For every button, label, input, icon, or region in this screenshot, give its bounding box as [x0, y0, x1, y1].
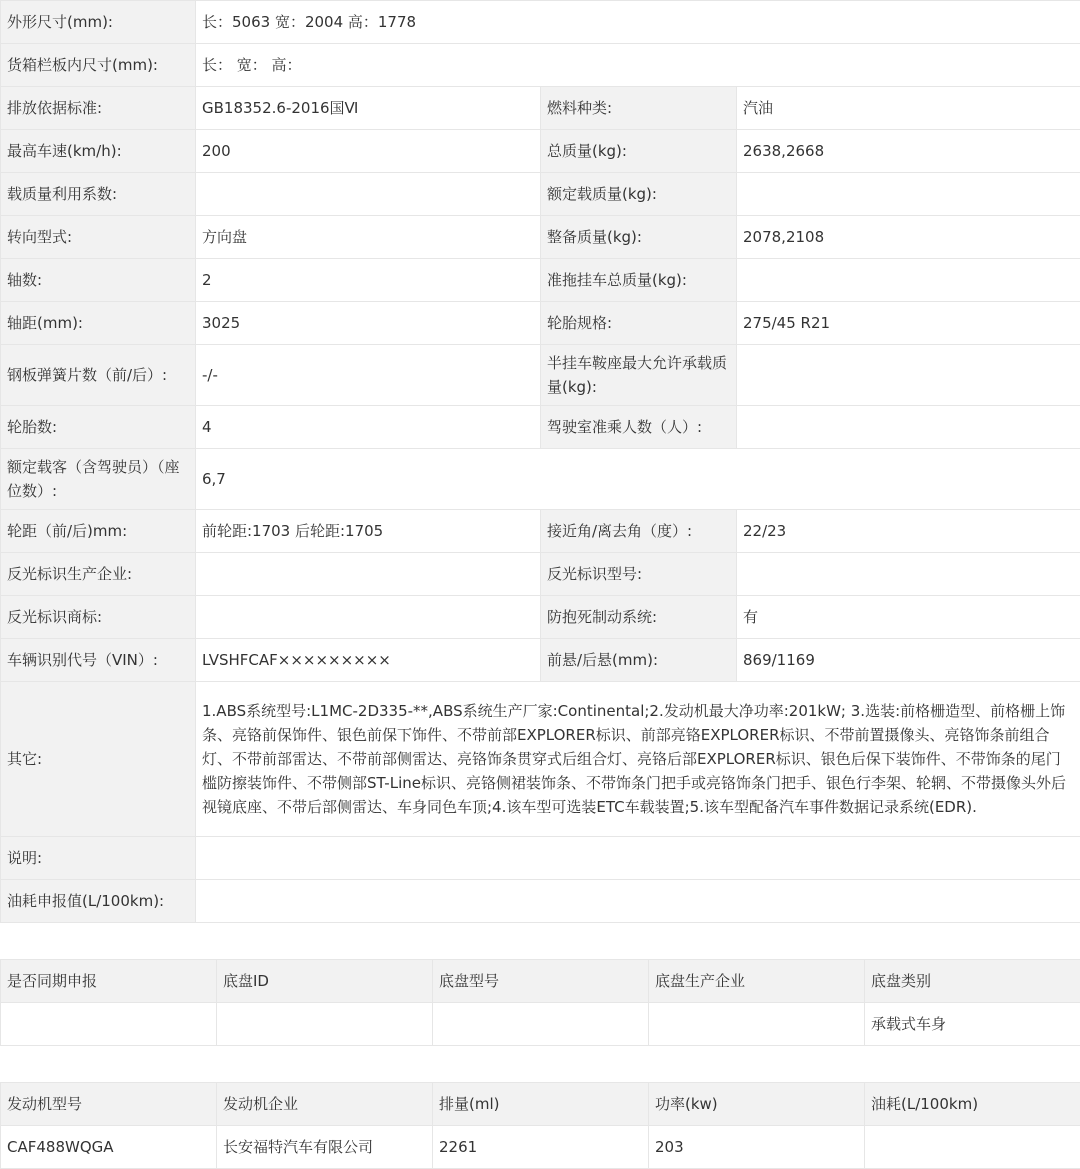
reflect-model-value [737, 553, 1080, 596]
dims-label: 外形尺寸(mm): [1, 1, 196, 44]
engine-header-row [1, 1083, 1080, 1126]
chassis-header-type: 底盘类别 [865, 960, 1080, 1003]
steering-value: 方向盘 [196, 216, 541, 259]
other-label: 其它: [1, 682, 196, 837]
spec-row-dims [1, 1, 1080, 44]
chassis-header-maker: 底盘生产企业 [649, 960, 865, 1003]
reflect-maker-label: 反光标识生产企业: [1, 553, 196, 596]
vin-label: 车辆识别代号（VIN）: [1, 639, 196, 682]
chassis-table [0, 959, 1080, 1046]
seats-label: 额定载客（含驾驶员）（座位数）: [1, 449, 196, 510]
curb-mass-label: 整备质量(kg): [541, 216, 737, 259]
cab-label: 驾驶室准乘人数（人）: [541, 406, 737, 449]
angle-label: 接近角/离去角（度）: [541, 510, 737, 553]
section-gap [0, 923, 1080, 959]
axles-label: 轴数: [1, 259, 196, 302]
section-gap [0, 1046, 1080, 1082]
spec-row-speed [1, 130, 1080, 173]
spec-row-emission [1, 87, 1080, 130]
reflect-brand-label: 反光标识商标: [1, 596, 196, 639]
speed-value: 200 [196, 130, 541, 173]
engine-header-maker: 发动机企业 [217, 1083, 433, 1126]
engine-header-displacement: 排量(ml) [433, 1083, 649, 1126]
rated-load-value [737, 173, 1080, 216]
engine-table [0, 1082, 1080, 1169]
engine-maker-value: 长安福特汽车有限公司 [217, 1126, 433, 1169]
tires-value: 4 [196, 406, 541, 449]
track-label: 轮距（前/后)mm: [1, 510, 196, 553]
tire-spec-value: 275/45 R21 [737, 302, 1080, 345]
abs-label: 防抱死制动系统: [541, 596, 737, 639]
reflect-brand-value [196, 596, 541, 639]
abs-value: 有 [737, 596, 1080, 639]
overhang-value: 869/1169 [737, 639, 1080, 682]
saddle-label: 半挂车鞍座最大允许承载质量(kg): [541, 345, 737, 406]
spec-row-note [1, 837, 1080, 880]
spec-row-reflect-maker [1, 553, 1080, 596]
dims-value: 长：5063 宽：2004 高：1778 [196, 1, 1080, 44]
note-value [196, 837, 1080, 880]
angle-value: 22/23 [737, 510, 1080, 553]
spec-row-reflect-brand [1, 596, 1080, 639]
gross-mass-value: 2638,2668 [737, 130, 1080, 173]
emission-value: GB18352.6-2016国Ⅵ [196, 87, 541, 130]
spec-row-wheelbase [1, 302, 1080, 345]
tire-spec-label: 轮胎规格: [541, 302, 737, 345]
fuel-cons-value [196, 880, 1080, 923]
chassis-header-id: 底盘ID [217, 960, 433, 1003]
engine-fuel-consumption-value [865, 1126, 1080, 1169]
spec-row-fuel-cons [1, 880, 1080, 923]
reflect-maker-value [196, 553, 541, 596]
chassis-header-model: 底盘型号 [433, 960, 649, 1003]
spec-row-spring [1, 345, 1080, 406]
overhang-label: 前悬/后悬(mm): [541, 639, 737, 682]
spec-row-other [1, 682, 1080, 837]
tires-label: 轮胎数: [1, 406, 196, 449]
cargo-value: 长： 宽： 高： [196, 44, 1080, 87]
cab-value [737, 406, 1080, 449]
curb-mass-value: 2078,2108 [737, 216, 1080, 259]
chassis-maker-value [649, 1003, 865, 1046]
wheelbase-value: 3025 [196, 302, 541, 345]
spec-row-vin [1, 639, 1080, 682]
trailer-value [737, 259, 1080, 302]
engine-displacement-value: 2261 [433, 1126, 649, 1169]
wheelbase-label: 轴距(mm): [1, 302, 196, 345]
gross-mass-label: 总质量(kg): [541, 130, 737, 173]
spring-value: -/- [196, 345, 541, 406]
engine-header-model: 发动机型号 [1, 1083, 217, 1126]
chassis-id-value [217, 1003, 433, 1046]
fuel-label: 燃料种类: [541, 87, 737, 130]
fuel-cons-label: 油耗申报值(L/100km): [1, 880, 196, 923]
axles-value: 2 [196, 259, 541, 302]
chassis-sync-value [1, 1003, 217, 1046]
spec-row-axles [1, 259, 1080, 302]
engine-model-value: CAF488WQGA [1, 1126, 217, 1169]
chassis-data-row [1, 1003, 1080, 1046]
vin-value: LVSHFCAF××××××××× [196, 639, 541, 682]
reflect-model-label: 反光标识型号: [541, 553, 737, 596]
note-label: 说明: [1, 837, 196, 880]
chassis-header-row [1, 960, 1080, 1003]
engine-data-row [1, 1126, 1080, 1169]
engine-header-power: 功率(kw) [649, 1083, 865, 1126]
spec-row-tires [1, 406, 1080, 449]
chassis-type-value: 承载式车身 [865, 1003, 1080, 1046]
trailer-label: 准拖挂车总质量(kg): [541, 259, 737, 302]
fuel-value: 汽油 [737, 87, 1080, 130]
spec-row-load-coef [1, 173, 1080, 216]
chassis-header-sync: 是否同期申报 [1, 960, 217, 1003]
chassis-model-value [433, 1003, 649, 1046]
emission-label: 排放依据标准: [1, 87, 196, 130]
cargo-label: 货箱栏板内尺寸(mm): [1, 44, 196, 87]
engine-header-fuel-consumption: 油耗(L/100km) [865, 1083, 1080, 1126]
engine-power-value: 203 [649, 1126, 865, 1169]
spec-row-track [1, 510, 1080, 553]
saddle-value [737, 345, 1080, 406]
spec-row-steering [1, 216, 1080, 259]
other-value: 1.ABS系统型号:L1MC-2D335-**,ABS系统生产厂家:Continental;2.发动机最大净功率:201kW; 3.选装:前格栅造型、前格栅上饰条、亮铬前保饰件、银色前保下饰件、不带前部EXPLORER标识、前部亮铬EXPLORER标识、不带前置摄像头、亮铬饰条前组合灯、不带前部雷达、不带前部侧雷达、亮铬饰条贯穿式后组合灯、亮铬后部EXPLORER标识、银色后保下装饰件、不带饰条的尾门槛防擦装饰件、不带侧部ST-Line标识、亮铬侧裙装饰条、不带饰条门把手或亮铬饰条门把手、银色行李架、轮辋、不带摄像头外后视镜底座、不带后部侧雷达、车身同色车顶;4.该车型可选装ETC车载装置;5.该车型配备汽车事件数据记录系统(EDR). [196, 682, 1080, 837]
spring-label: 钢板弹簧片数（前/后）: [1, 345, 196, 406]
seats-value: 6,7 [196, 449, 1080, 510]
load-coef-value [196, 173, 541, 216]
track-value: 前轮距:1703 后轮距:1705 [196, 510, 541, 553]
speed-label: 最高车速(km/h): [1, 130, 196, 173]
load-coef-label: 载质量利用系数: [1, 173, 196, 216]
steering-label: 转向型式: [1, 216, 196, 259]
spec-row-cargo [1, 44, 1080, 87]
rated-load-label: 额定载质量(kg): [541, 173, 737, 216]
spec-row-seats [1, 449, 1080, 510]
